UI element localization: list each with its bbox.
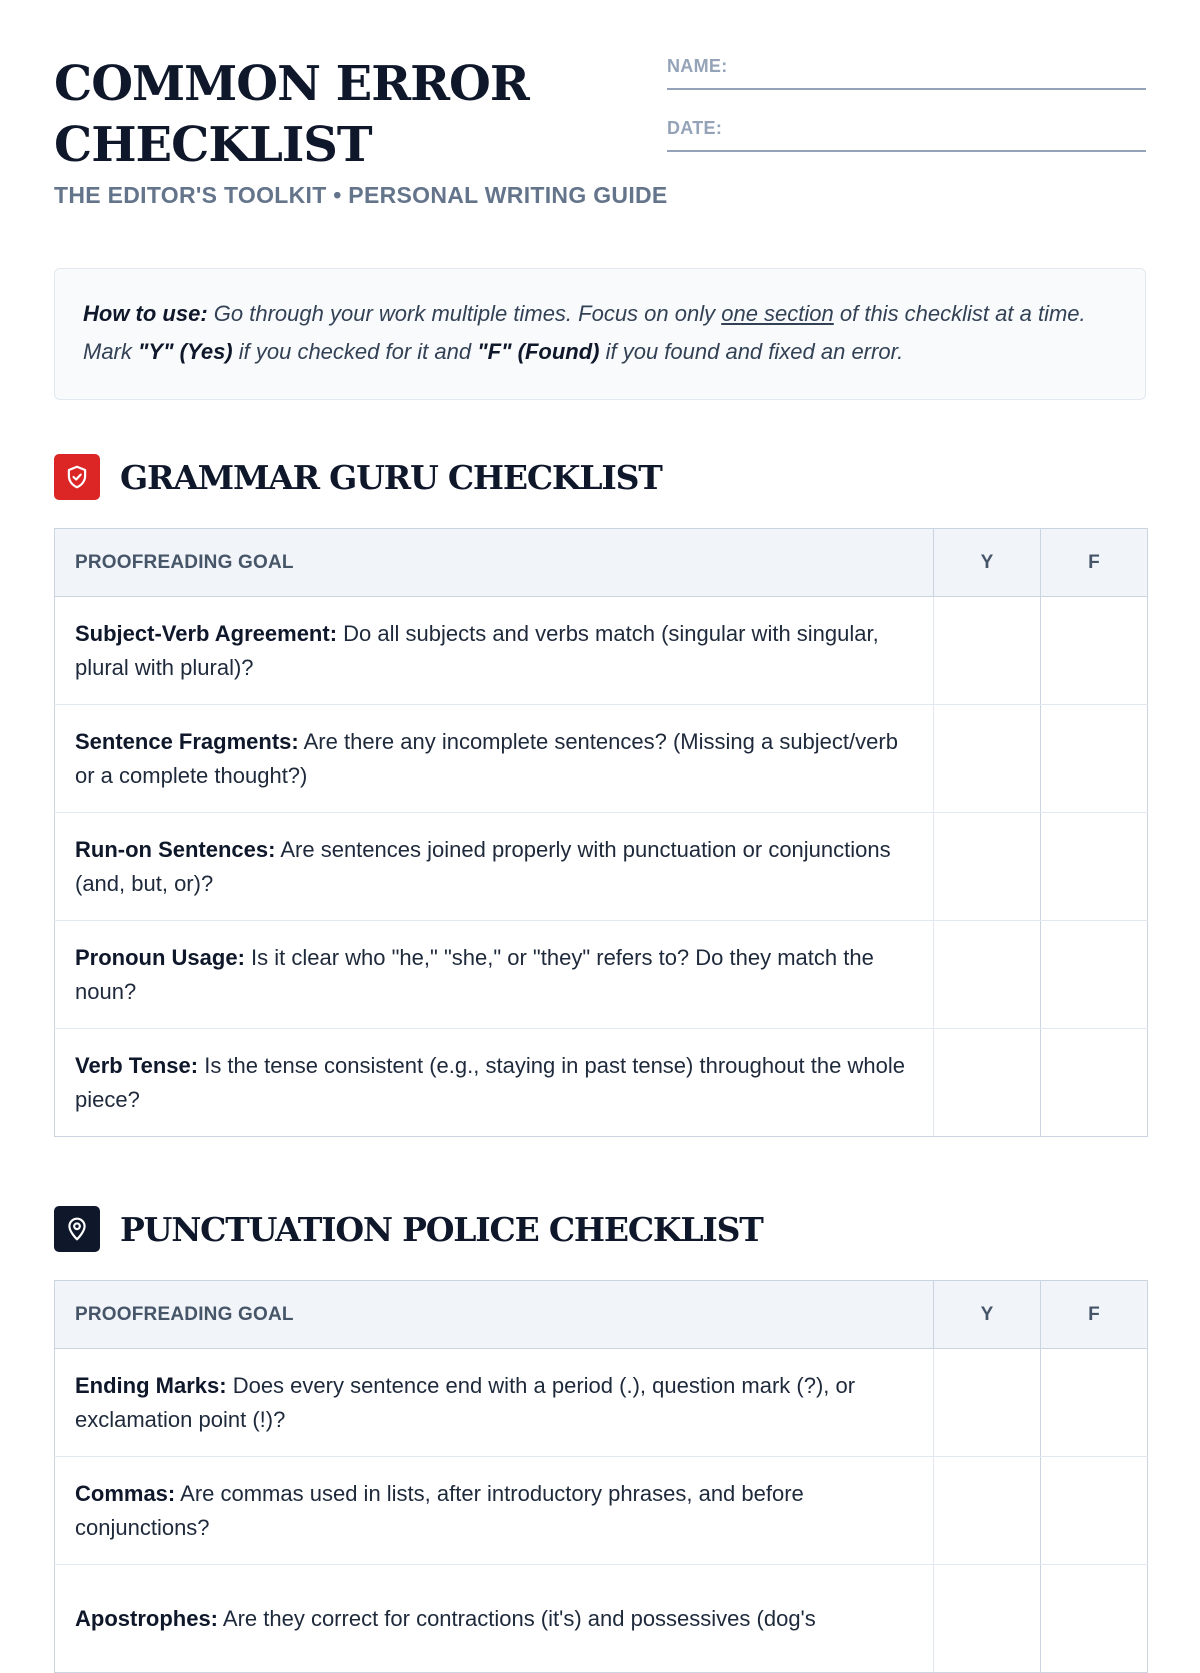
column-header-goal: PROOFREADING GOAL bbox=[55, 1281, 934, 1349]
table-row bbox=[55, 1029, 1148, 1137]
goal-cell bbox=[55, 1349, 934, 1457]
table-row bbox=[55, 921, 1148, 1029]
yes-checkbox-cell[interactable] bbox=[934, 1565, 1041, 1673]
found-checkbox-cell[interactable] bbox=[1041, 597, 1148, 705]
table-row bbox=[55, 1457, 1148, 1565]
page-subtitle: THE EDITOR'S TOOLKIT • PERSONAL WRITING GUIDE bbox=[54, 182, 668, 208]
column-header-goal: PROOFREADING GOAL bbox=[55, 529, 934, 597]
shield-check-icon bbox=[54, 454, 100, 500]
found-checkbox-cell[interactable] bbox=[1041, 705, 1148, 813]
goal-label: Pronoun Usage: bbox=[75, 944, 245, 970]
column-header-yes: Y bbox=[934, 1281, 1041, 1349]
table-header-row bbox=[55, 1281, 1148, 1349]
location-pin-icon bbox=[54, 1206, 100, 1252]
goal-text: Are there any incomplete sentences? (Missing a subject/verb or a complete thought?) bbox=[75, 728, 898, 788]
goal-cell bbox=[55, 921, 934, 1029]
instructions-lead: How to use: bbox=[83, 301, 208, 326]
punctuation-checklist-table bbox=[54, 1280, 1148, 1673]
found-checkbox-cell[interactable] bbox=[1041, 813, 1148, 921]
goal-text: Do all subjects and verbs match (singular with singular, plural with plural)? bbox=[75, 620, 879, 680]
yes-checkbox-cell[interactable] bbox=[934, 1349, 1041, 1457]
goal-cell bbox=[55, 1565, 934, 1673]
goal-cell bbox=[55, 813, 934, 921]
page-title-line-2: CHECKLIST bbox=[54, 117, 372, 173]
name-field[interactable] bbox=[667, 54, 1146, 90]
table-row bbox=[55, 705, 1148, 813]
found-checkbox-cell[interactable] bbox=[1041, 1565, 1148, 1673]
column-header-found: F bbox=[1041, 529, 1148, 597]
section-title: PUNCTUATION POLICE CHECKLIST bbox=[120, 1210, 763, 1249]
yes-checkbox-cell[interactable] bbox=[934, 1457, 1041, 1565]
page-title-line-1: COMMON ERROR bbox=[54, 56, 529, 112]
yes-checkbox-cell[interactable] bbox=[934, 921, 1041, 1029]
name-label: NAME: bbox=[667, 56, 728, 76]
found-checkbox-cell[interactable] bbox=[1041, 1457, 1148, 1565]
yes-checkbox-cell[interactable] bbox=[934, 1029, 1041, 1137]
instructions-text-2: of this checklist at a time. Mark bbox=[83, 301, 1086, 364]
table-header-row bbox=[55, 529, 1148, 597]
instructions-text-4: if you found and fixed an error. bbox=[599, 339, 904, 364]
goal-cell bbox=[55, 705, 934, 813]
found-checkbox-cell[interactable] bbox=[1041, 1029, 1148, 1137]
instructions-found-mark: "F" (Found) bbox=[477, 339, 600, 364]
column-header-yes: Y bbox=[934, 529, 1041, 597]
column-header-found: F bbox=[1041, 1281, 1148, 1349]
page-title bbox=[54, 54, 654, 176]
goal-text: Is the tense consistent (e.g., staying in past tense) throughout the whole piece? bbox=[75, 1052, 905, 1112]
section-title: GRAMMAR GURU CHECKLIST bbox=[120, 458, 662, 497]
page-header bbox=[54, 54, 1146, 224]
instructions-underlined: one section bbox=[721, 301, 834, 326]
found-checkbox-cell[interactable] bbox=[1041, 921, 1148, 1029]
section-heading-grammar bbox=[54, 454, 1146, 502]
grammar-checklist-table bbox=[54, 528, 1148, 1137]
date-label: DATE: bbox=[667, 118, 723, 138]
goal-label: Run-on Sentences: bbox=[75, 836, 276, 862]
goal-label: Subject-Verb Agreement: bbox=[75, 620, 338, 646]
goal-text: Are commas used in lists, after introductory phrases, and before conjunctions? bbox=[75, 1480, 804, 1540]
yes-checkbox-cell[interactable] bbox=[934, 705, 1041, 813]
section-heading-punctuation bbox=[54, 1206, 1146, 1254]
instructions-box bbox=[54, 268, 1146, 400]
table-row bbox=[55, 1349, 1148, 1457]
found-checkbox-cell[interactable] bbox=[1041, 1349, 1148, 1457]
instructions-text-1: Go through your work multiple times. Focus on only bbox=[207, 301, 722, 326]
goal-cell bbox=[55, 597, 934, 705]
date-field[interactable] bbox=[667, 116, 1146, 152]
table-row bbox=[55, 597, 1148, 705]
instructions-text-3: if you checked for it and bbox=[232, 339, 478, 364]
table-row bbox=[55, 1565, 1148, 1673]
goal-cell bbox=[55, 1029, 934, 1137]
goal-cell bbox=[55, 1457, 934, 1565]
goal-text: Is it clear who "he," "she," or "they" refers to? Do they match the noun? bbox=[75, 944, 874, 1004]
goal-text: Are they correct for contractions (it's) and possessives (dog's bbox=[218, 1605, 816, 1631]
goal-label: Commas: bbox=[75, 1480, 176, 1506]
goal-label: Sentence Fragments: bbox=[75, 728, 299, 754]
yes-checkbox-cell[interactable] bbox=[934, 813, 1041, 921]
goal-text: Are sentences joined properly with punctuation or conjunctions (and, but, or)? bbox=[75, 836, 891, 896]
goal-label: Apostrophes: bbox=[75, 1605, 218, 1631]
goal-label: Verb Tense: bbox=[75, 1052, 199, 1078]
goal-label: Ending Marks: bbox=[75, 1372, 227, 1398]
instructions-yes-mark: "Y" (Yes) bbox=[138, 339, 233, 364]
table-row bbox=[55, 813, 1148, 921]
yes-checkbox-cell[interactable] bbox=[934, 597, 1041, 705]
goal-text: Does every sentence end with a period (.), question mark (?), or exclamation point (!)? bbox=[75, 1372, 856, 1432]
